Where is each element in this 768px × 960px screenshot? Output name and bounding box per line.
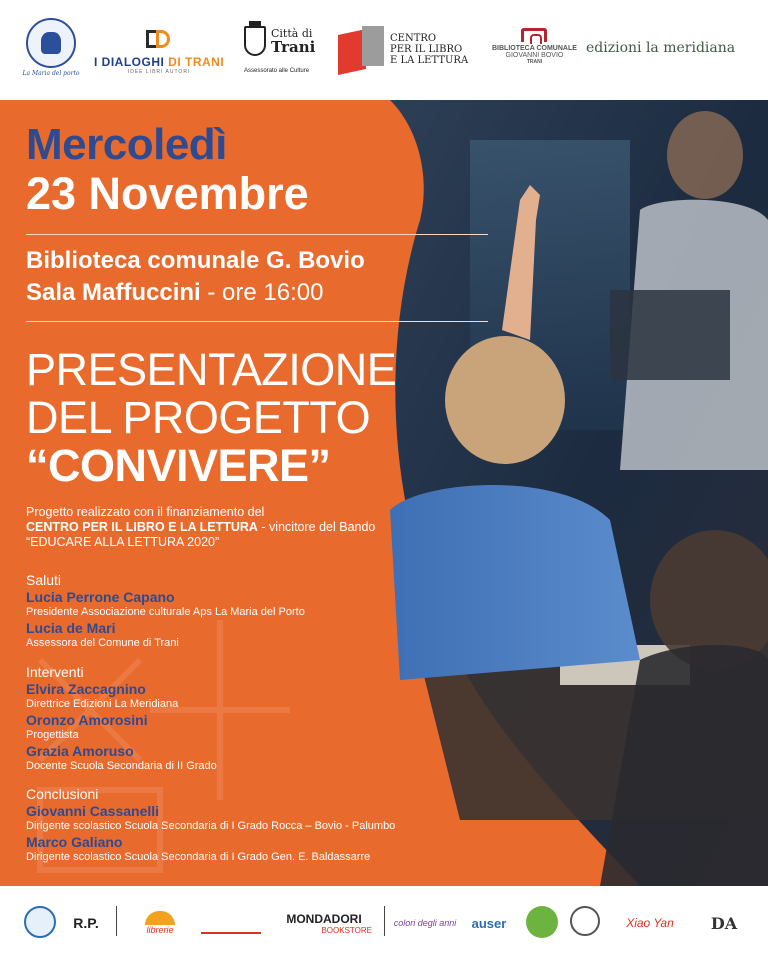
trani-line2: Trani: [271, 38, 316, 56]
sponsor-seal-icon: [570, 906, 600, 936]
speaker-role: Progettista: [26, 729, 79, 741]
cepell-logo: [338, 26, 468, 72]
event-date: 23 Novembre: [26, 168, 309, 219]
sponsor-libreria-logo: [198, 906, 264, 940]
speaker-name: Oronzo Amorosini: [26, 712, 148, 728]
dialoghi-name-prefix: I DIALOGHI: [94, 55, 169, 69]
edizioni-la-meridiana-logo: edizioni la meridiana: [586, 40, 736, 56]
library-building-icon: [521, 28, 547, 42]
funding-line-2-rest: - vincitore del Bando: [257, 520, 376, 534]
speaker-role: Docente Scuola Secondaria di II Grado: [26, 760, 217, 772]
sponsor-mondadori-logo: MONDADORI BOOKSTORE: [286, 911, 372, 935]
venue-time: - ore 16:00: [200, 279, 324, 306]
sponsor-librerie-logo: librerie: [130, 906, 190, 940]
venue-line-2: [26, 279, 323, 307]
funding-line-1: Progetto realizzato con il finanziamento del: [26, 505, 265, 519]
section-title: Saluti: [26, 572, 62, 588]
bovio-line3: TRANI: [526, 59, 543, 65]
sponsor-separator: [116, 906, 117, 936]
section-title: Interventi: [26, 664, 84, 680]
sponsor-colori-logo: colori degli anni: [393, 918, 457, 928]
speaker-role: Dirigente scolastico Scuola Secondaria di I Grado Gen. E. Baldassarre: [26, 851, 371, 863]
header-logo-bar: [0, 0, 768, 100]
cepell-mark-icon: [338, 26, 384, 72]
funding-organization: CENTRO PER IL LIBRO E LA LETTURA: [26, 520, 258, 534]
sponsor-rp-logo: R.P.: [73, 915, 99, 931]
cepell-line3: E LA LETTURA: [390, 54, 469, 66]
sponsor-globe-icon: [24, 906, 56, 938]
citta-di-trani-logo: [244, 26, 316, 74]
headline-line-1: PRESENTAZIONE: [26, 344, 397, 395]
trani-crest-icon: [244, 26, 266, 56]
divider-2: [26, 321, 488, 322]
speaker-name: Lucia de Mari: [26, 620, 116, 636]
sun-icon: [145, 911, 175, 925]
biblioteca-bovio-logo: [492, 28, 577, 65]
dialoghi-tagline: IDEE LIBRI AUTORI: [127, 69, 191, 75]
sponsor-green-circle-icon: [526, 906, 558, 938]
speaker-name: Lucia Perrone Capano: [26, 589, 175, 605]
speaker-role: Direttrice Edizioni La Meridiana: [26, 698, 179, 710]
headline-line-3: “CONVIVERE”: [26, 440, 331, 491]
speaker-role: Presidente Associazione culturale Aps La Maria del Porto: [26, 606, 305, 618]
section-title: Conclusioni: [26, 786, 99, 802]
bovio-line2: GIOVANNI BOVIO: [505, 52, 564, 59]
speaker-role: Assessora del Comune di Trani: [26, 637, 179, 649]
poster-content: [0, 100, 768, 886]
libreria-mark-icon: [201, 912, 261, 934]
trani-line1: Città di: [271, 27, 313, 40]
funding-text: [26, 505, 526, 550]
headline-line-2: DEL PROGETTO: [26, 392, 371, 443]
funding-line-3: “EDUCARE ALLA LETTURA 2020”: [26, 535, 220, 549]
speaker-name: Marco Galiano: [26, 834, 123, 850]
section-saluti: [26, 572, 526, 651]
dialoghi-mark-icon: [144, 28, 174, 52]
event-day-name: Mercoledì: [26, 120, 227, 169]
event-poster: [0, 100, 768, 886]
speaker-role: Dirigente scolastico Scuola Secondaria di I Grado Rocca – Bovio - Palumbo: [26, 820, 396, 832]
venue-room: Sala Maffuccini: [26, 279, 201, 306]
dialoghi-name-suffix: DI TRANI: [168, 55, 225, 69]
sponsor-auser-logo: auser: [471, 915, 507, 931]
association-seal-icon: [26, 18, 76, 68]
associazione-logo: [22, 18, 80, 80]
venue-line-1: Biblioteca comunale G. Bovio: [26, 247, 365, 274]
bovio-line1: BIBLIOTECA COMUNALE: [492, 45, 577, 52]
speaker-name: Grazia Amoruso: [26, 743, 134, 759]
cepell-line1: CENTRO: [390, 32, 437, 44]
section-interventi: [26, 664, 526, 774]
sponsor-separator: [384, 906, 385, 936]
cepell-line2: PER IL LIBRO: [390, 43, 463, 55]
trani-caption: Assessorato alle Culture: [244, 68, 310, 74]
dialoghi-di-trani-logo: [94, 28, 224, 75]
section-conclusioni: [26, 786, 526, 865]
sponsor-xiao-yan-logo: Xiao Yan: [626, 916, 674, 930]
divider-1: [26, 234, 488, 235]
speaker-name: Giovanni Cassanelli: [26, 803, 160, 819]
associazione-caption: La Maria del porto: [22, 70, 80, 77]
funding-line-2: [26, 520, 526, 535]
sponsor-bar: [0, 886, 768, 960]
sponsor-da-logo: DA: [710, 913, 738, 933]
speaker-name: Elvira Zaccagnino: [26, 681, 146, 697]
